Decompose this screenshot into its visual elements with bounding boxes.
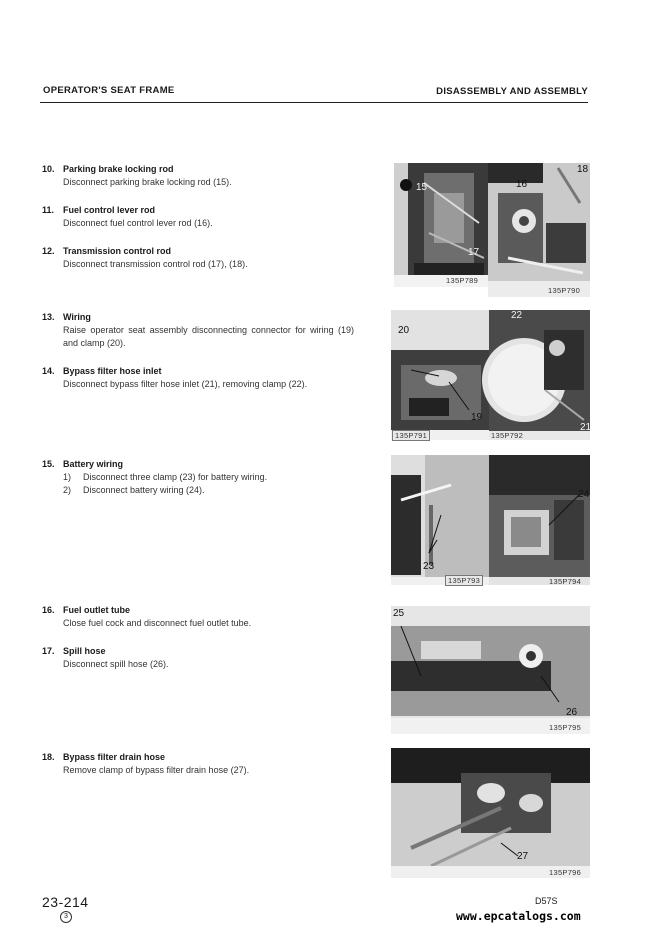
- step-body: Disconnect transmission control rod (17), (18).: [63, 259, 248, 269]
- step-title: Spill hose: [63, 646, 106, 656]
- steps-group-1: [42, 163, 362, 286]
- step-number: 13.: [42, 312, 55, 322]
- photo-135p795: [391, 606, 590, 734]
- callout-label: 24: [578, 489, 590, 500]
- photo-code: 135P791: [392, 430, 430, 441]
- model-code: D57S: [535, 896, 558, 906]
- callout-label: 19: [471, 412, 483, 423]
- photo-image: [488, 163, 590, 297]
- step-title: Battery wiring: [63, 459, 124, 469]
- step-title: Bypass filter hose inlet: [63, 366, 162, 376]
- photo-image: [489, 455, 590, 585]
- photo-image: [391, 606, 590, 734]
- step-18: [42, 751, 362, 777]
- callout-label: 18: [577, 164, 589, 175]
- sub-step: 2) Disconnect battery wiring (24).: [63, 485, 205, 495]
- step-body: Disconnect spill hose (26).: [63, 659, 169, 669]
- watermark: www.epcatalogs.com: [456, 909, 581, 923]
- photo-image: [489, 310, 590, 440]
- photo-code: 135P793: [445, 575, 483, 586]
- step-body: Disconnect bypass filter hose inlet (21), removing clamp (22).: [63, 379, 308, 389]
- callout-label: 26: [566, 707, 578, 718]
- photo-135p792: [489, 310, 590, 440]
- step-title: Bypass filter drain hose: [63, 752, 166, 762]
- steps-group-3: [42, 458, 362, 512]
- step-body: Raise operator seat assembly disconnecting connector for wiring (19) and clamp (20).: [63, 325, 354, 348]
- step-15: [42, 458, 362, 497]
- step-body: Remove clamp of bypass filter drain hose (27).: [63, 765, 250, 775]
- callout-label: 27: [517, 851, 529, 862]
- step-number: 18.: [42, 752, 55, 762]
- step-title: Wiring: [63, 312, 91, 322]
- step-12: [42, 245, 362, 271]
- step-11: [42, 204, 362, 230]
- step-number: 16.: [42, 605, 55, 615]
- photo-code: 135P790: [548, 286, 581, 295]
- callout-label: 17: [468, 247, 480, 258]
- callout-label: 20: [398, 325, 410, 336]
- step-10: [42, 163, 362, 189]
- photo-135p790: [488, 163, 590, 297]
- steps-group-4: [42, 604, 362, 686]
- step-title: Parking brake locking rod: [63, 164, 174, 174]
- step-title: Fuel outlet tube: [63, 605, 130, 615]
- callout-label: 21: [580, 422, 592, 433]
- step-number: 15.: [42, 459, 55, 469]
- step-body: Disconnect parking brake locking rod (15).: [63, 177, 232, 187]
- step-body: Close fuel cock and disconnect fuel outlet tube.: [63, 618, 252, 628]
- sub-step: 1) Disconnect three clamp (23) for battery wiring.: [63, 472, 268, 482]
- callout-label: 16: [516, 179, 528, 190]
- photo-135p791: [391, 310, 489, 440]
- step-number: 11.: [42, 205, 55, 215]
- callout-label: 25: [393, 608, 405, 619]
- step-number: 14.: [42, 366, 55, 376]
- step-16: [42, 604, 362, 630]
- photo-135p789: [394, 163, 488, 287]
- photo-code: 135P794: [549, 577, 582, 586]
- revision-mark: 3: [60, 911, 72, 923]
- photo-image: [394, 163, 488, 287]
- steps-group-5: [42, 751, 362, 792]
- photo-135p793: [391, 455, 489, 585]
- photo-code: 135P795: [549, 723, 582, 732]
- step-number: 17.: [42, 646, 55, 656]
- section-title: OPERATOR'S SEAT FRAME: [43, 85, 175, 96]
- photo-code: 135P792: [491, 431, 524, 440]
- step-14: [42, 365, 354, 391]
- callout-label: 22: [511, 310, 523, 321]
- page-number: 23-214: [42, 894, 89, 910]
- step-number: 10.: [42, 164, 55, 174]
- step-body: Disconnect fuel control lever rod (16).: [63, 218, 213, 228]
- photo-135p796: [391, 748, 590, 878]
- photo-code: 135P796: [549, 868, 582, 877]
- photo-image: [391, 455, 489, 585]
- step-title: Transmission control rod: [63, 246, 172, 256]
- callout-label: 23: [423, 561, 435, 572]
- steps-group-2: [42, 311, 354, 406]
- photo-code: 135P789: [446, 276, 479, 285]
- callout-label: 15: [416, 182, 428, 193]
- photo-135p794: [489, 455, 590, 585]
- chapter-title: DISASSEMBLY AND ASSEMBLY: [436, 86, 588, 97]
- step-17: [42, 645, 362, 671]
- page-header: [40, 84, 588, 103]
- step-title: Fuel control lever rod: [63, 205, 156, 215]
- step-number: 12.: [42, 246, 55, 256]
- step-13: [42, 311, 354, 350]
- photo-image: [391, 748, 590, 878]
